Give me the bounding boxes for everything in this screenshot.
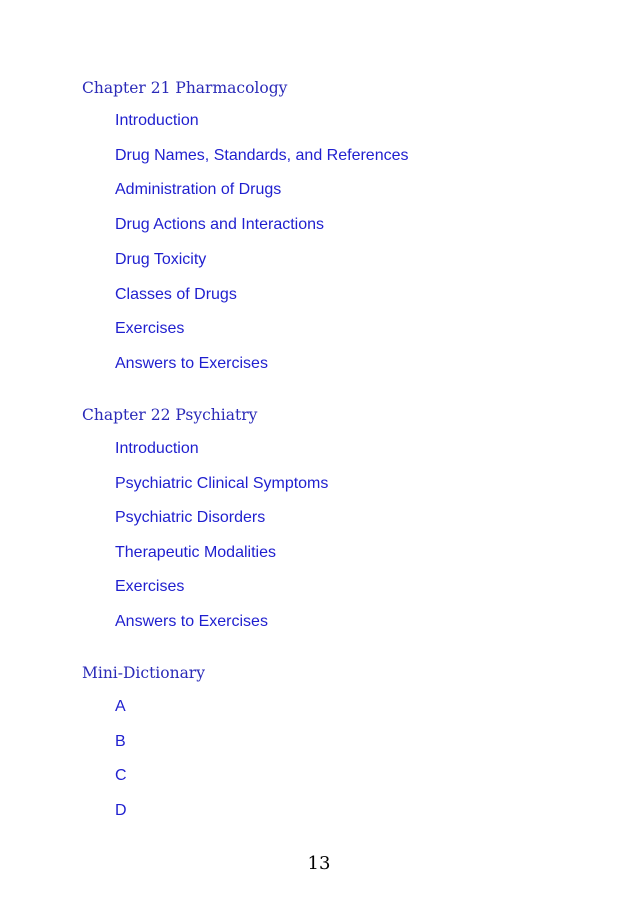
chapter-22-heading-link[interactable]: Chapter 22 Psychiatry [82, 406, 258, 424]
dictionary-letter-a-link[interactable]: A [115, 698, 126, 715]
page-number: 13 [307, 853, 331, 874]
mini-dictionary-heading-link[interactable]: Mini-Dictionary [82, 664, 205, 682]
ch22-introduction-link[interactable]: Introduction [115, 440, 199, 457]
ch22-disorders-link[interactable]: Psychiatric Disorders [115, 509, 266, 526]
dictionary-letter-d-link[interactable]: D [115, 802, 127, 819]
ch21-exercises-link[interactable]: Exercises [115, 320, 185, 337]
ch21-drug-actions-link[interactable]: Drug Actions and Interactions [115, 216, 325, 233]
ch21-introduction-link[interactable]: Introduction [115, 112, 199, 129]
ch21-administration-link[interactable]: Administration of Drugs [115, 181, 282, 198]
chapter-21-heading-link[interactable]: Chapter 21 Pharmacology [82, 79, 288, 97]
ch21-classes-link[interactable]: Classes of Drugs [115, 286, 237, 303]
ch22-clinical-symptoms-link[interactable]: Psychiatric Clinical Symptoms [115, 475, 329, 492]
ch22-answers-link[interactable]: Answers to Exercises [115, 613, 268, 630]
dictionary-letter-c-link[interactable]: C [115, 767, 127, 784]
ch21-drug-names-link[interactable]: Drug Names, Standards, and References [115, 147, 409, 164]
dictionary-letter-b-link[interactable]: B [115, 733, 126, 750]
ch22-modalities-link[interactable]: Therapeutic Modalities [115, 544, 276, 561]
ch21-answers-link[interactable]: Answers to Exercises [115, 355, 268, 372]
ch21-drug-toxicity-link[interactable]: Drug Toxicity [115, 251, 207, 268]
ch22-exercises-link[interactable]: Exercises [115, 578, 185, 595]
